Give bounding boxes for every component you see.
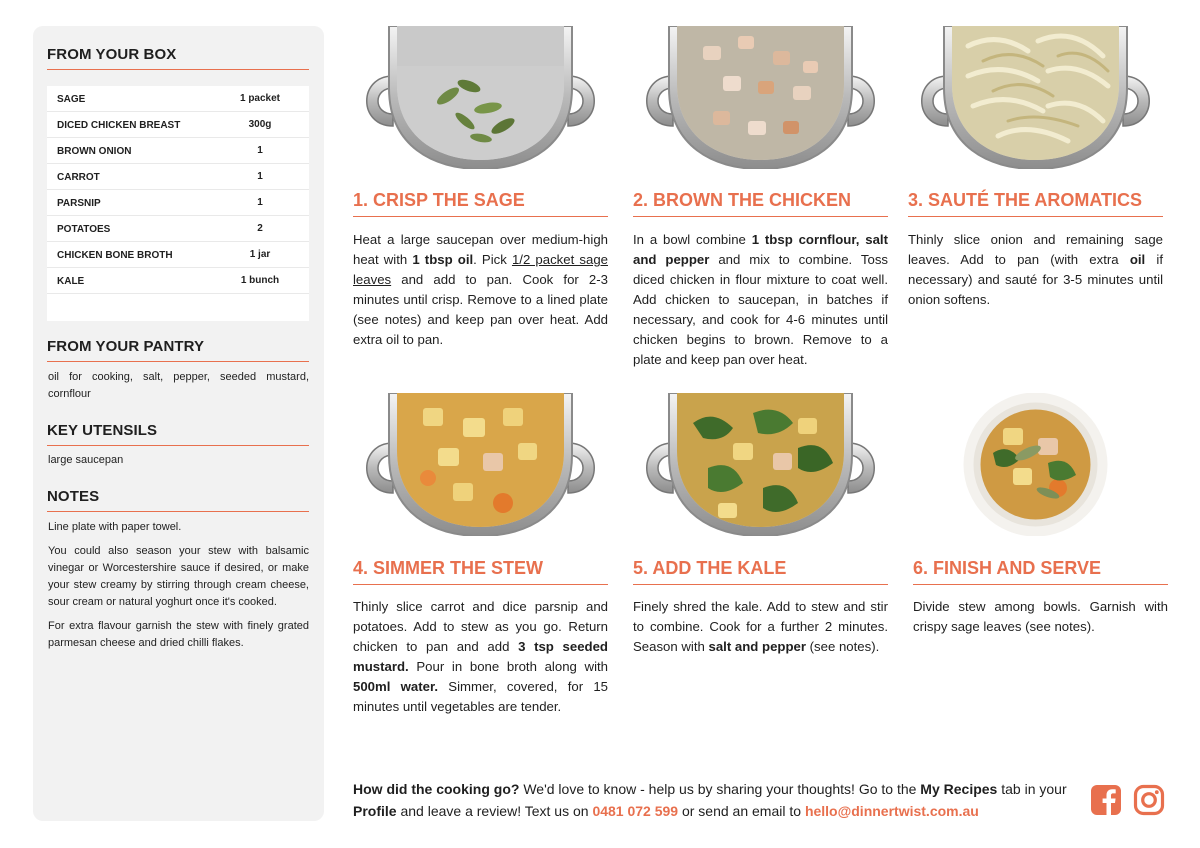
note-item: For extra flavour garnish the stew with finely grated parmesan cheese and dried chilli flakes. <box>48 620 309 649</box>
from-your-box-heading: FROM YOUR BOX <box>47 46 309 70</box>
ingredient-name: DICED CHICKEN BREAST <box>57 120 181 131</box>
facebook-icon[interactable] <box>1090 784 1122 816</box>
utensils-text: large saucepan <box>48 454 124 466</box>
ingredient-qty: 1 packet <box>239 93 281 104</box>
step-4-title: 4. SIMMER THE STEW <box>353 558 608 585</box>
phone-link[interactable]: 0481 072 599 <box>592 803 679 819</box>
ingredient-qty: 300g <box>248 119 272 130</box>
step-2-title: 2. BROWN THE CHICKEN <box>633 190 888 217</box>
box-ingredients-table <box>47 86 309 321</box>
step-4-text: Thinly slice carrot and dice parsnip and potatoes. Add to stew as you go. Return chicken to pan and add 3 tsp seeded mustard. Pour in bone broth along with 500ml water. Simmer, covered, for 15 minutes until vegetables are tender. <box>353 599 608 714</box>
step-3-text: Thinly slice onion and remaining sage leaves. Add to pan (with extra oil if necessary) and sauté for 3-5 minutes until onion softens. <box>908 232 1164 307</box>
ingredient-name: SAGE <box>57 94 86 105</box>
note-item: Line plate with paper towel. <box>48 521 182 533</box>
table-row <box>47 138 309 164</box>
step-6-text: Divide stew among bowls. Garnish with crispy sage leaves (see notes). <box>913 599 1168 634</box>
step-1-photo <box>353 26 608 169</box>
email-link[interactable]: hello@dinnertwist.com.au <box>804 803 979 819</box>
table-row <box>47 216 309 242</box>
ingredient-qty: 2 <box>257 223 263 234</box>
step-3-photo <box>908 26 1163 169</box>
step-3-title: 3. SAUTÉ THE AROMATICS <box>908 190 1163 217</box>
pantry-text: oil for cooking, salt, pepper, seeded mustard, cornflour <box>48 371 309 400</box>
table-row <box>47 190 309 216</box>
ingredient-qty: 1 <box>257 197 263 208</box>
table-row <box>47 164 309 190</box>
step-1-text: Heat a large saucepan over medium-high heat with 1 tbsp oil. Pick 1/2 packet sage leaves and add to pan. Cook for 2-3 minutes until crisp. Remove to a lined plate (see notes) and keep pan over heat. Add extra oil to pan. <box>353 232 608 347</box>
ingredient-qty: 1 jar <box>249 249 271 260</box>
table-row <box>47 86 309 112</box>
notes-text <box>48 519 309 659</box>
ingredient-name: PARSNIP <box>57 198 101 209</box>
ingredient-qty: 1 <box>257 145 263 156</box>
ingredient-name: KALE <box>57 276 85 287</box>
ingredient-name: BROWN ONION <box>57 146 132 157</box>
table-row <box>47 112 309 138</box>
notes-heading: NOTES <box>47 488 309 512</box>
ingredient-name: CHICKEN BONE BROTH <box>57 250 173 261</box>
ingredient-name: CARROT <box>57 172 100 183</box>
ingredient-qty: 1 <box>257 171 263 182</box>
step-6-title: 6. FINISH AND SERVE <box>913 558 1168 585</box>
ingredients-sidebar <box>33 26 324 821</box>
ingredient-qty: 1 bunch <box>240 275 280 286</box>
from-your-pantry-heading: FROM YOUR PANTRY <box>47 338 309 362</box>
ingredient-name: POTATOES <box>57 224 111 235</box>
step-6-photo <box>908 393 1163 536</box>
step-1-title: 1. CRISP THE SAGE <box>353 190 608 217</box>
step-5-photo <box>633 393 888 536</box>
step-5-text: Finely shred the kale. Add to stew and stir to combine. Cook for a further 2 minutes. Season with salt and pepper (see notes). <box>633 599 888 654</box>
table-row <box>47 242 309 268</box>
step-2-text: In a bowl combine 1 tbsp cornflour, salt and pepper and mix to combine. Toss diced chicken in flour mixture to coat well. Add chicken to saucepan, in batches if necessary, and cook for 4-6 minutes until chicken begins to brown. Remove to a plate and keep pan over heat. <box>633 232 889 367</box>
note-item: You could also season your stew with balsamic vinegar or Worcestershire sauce if desired, or make your stew creamy by stirring through cream cheese, sour cream or natural yoghurt once it's cooked. <box>48 545 309 608</box>
table-row <box>47 268 309 294</box>
step-5-title: 5. ADD THE KALE <box>633 558 888 585</box>
instagram-icon[interactable] <box>1133 784 1165 816</box>
feedback-footer: How did the cooking go? We'd love to know - help us by sharing your thoughts! Go to the My Recipes tab in your Profile and leave a review! Text us on 0481 072 599 or send an email to hello@dinnertwist.com.au <box>353 781 1067 819</box>
step-4-photo <box>353 393 608 536</box>
step-2-photo <box>633 26 888 169</box>
key-utensils-heading: KEY UTENSILS <box>47 422 309 446</box>
